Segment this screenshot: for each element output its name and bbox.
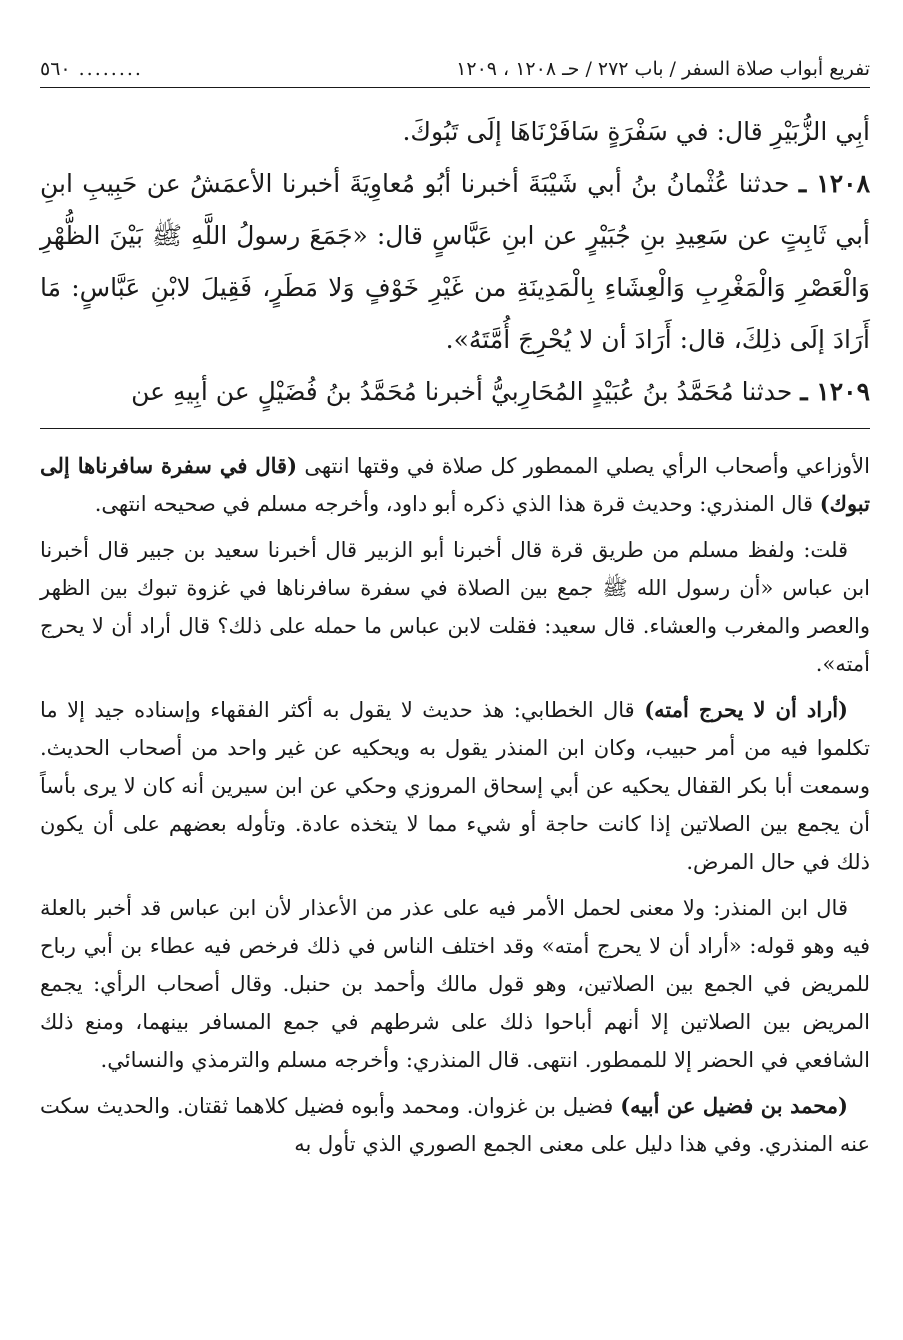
commentary-paragraph-1 [40,447,870,523]
commentary-text: فضيل بن غزوان. ومحمد وأبوه فضيل كلاهما ثقتان. والحديث سكت عنه المنذري. وفي هذا دليل على معنى الجمع الصوري الذي تأول به [40,1094,870,1156]
commentary-paragraph-2: قلت: ولفظ مسلم من طريق قرة قال أخبرنا أبو الزبير قال أخبرنا سعيد بن جبير قال أخبرنا ابن عباس «أن رسول الله ﷺ جمع بين الصلاة في سفرة سافرناها في غزوة تبوك بين الظهر والعصر والمغرب والعشاء. قال سعيد: فقلت لابن عباس ما حمله على ذلك؟ قال أراد أن لا يحرج أمته». [40,538,870,676]
commentary-paragraph-4: قال ابن المنذر: ولا معنى لحمل الأمر فيه على عذر من الأعذار لأن ابن عباس قد أخبر بالعلة فيه وهو قوله: «أراد أن لا يحرج أمته» وقد اختلف الناس في ذلك فرخص فيه عطاء بن أبي رباح للمريض في الجمع بين الصلاتين، وهو قول مالك وأحمد بن حنبل. وقال أصحاب الرأي: يجمع المريض بين الصلاتين إلا أنهم أباحوا ذلك على شرطهم في جمع المسافر بينهما، ومنع ذلك الشافعي في الحضر إلا للممطور. انتهى. قال المنذري: وأخرجه مسلم والترمذي والنسائي. [40,896,870,1072]
commentary-heading: (محمد بن فضيل عن أبيه) [620,1093,848,1118]
page-number: ٥٦٠ [40,58,71,80]
hadith-text-1208: حدثنا عُثْمانُ بنُ أبي شَيْبَةَ أخبرنا أبُو مُعاوِيَةَ أخبرنا الأعمَشُ عن حَبِيبِ ابنِ أبي ثَابِتٍ عن سَعِيدِ بنِ جُبَيْرٍ عن ابنِ عَبَّاسٍ قال: «جَمَعَ رسولُ اللَّهِ ﷺ بَيْنَ الظُّهْرِ وَالْعَصْرِ وَالْمَغْرِبِ وَالْعِشَاءِ بِالْمَدِينَةِ من غَيْرِ خَوْفٍ وَلا مَطَرٍ، فَقِيلَ لابْنِ عَبَّاسٍ: مَا أَرَادَ إلَى ذلِكَ، قال: أَرَادَ أن لا يُحْرِجَ أُمَّتَهُ». [40,169,870,354]
running-head-title: تفريع أبواب صلاة السفر / باب ٢٧٢ / حـ ١٢٠٨ ، ١٢٠٩ [456,58,870,80]
hadith-number-1209: ١٢٠٩ ـ [800,377,870,406]
commentary-paragraph-3 [40,691,870,881]
hadith-1208 [40,158,870,366]
commentary-divider [40,428,870,429]
commentary-text: الأوزاعي وأصحاب الرأي يصلي الممطور كل صلاة في وقتها انتهى [304,454,870,478]
running-head-dots: ........ [78,58,143,80]
commentary-heading: (قال في سفرة سافرناها إلى تبوك) [40,453,870,516]
commentary [40,447,870,1163]
commentary-paragraph-5 [40,1087,870,1163]
hadith-text-1209: حدثنا مُحَمَّدُ بنُ عُبَيْدٍ المُحَارِبيُّ أخبرنا مُحَمَّدُ بنُ فُضَيْلٍ عن أبِيهِ عن [131,377,793,406]
hadith-number-1208: ١٢٠٨ ـ [798,169,871,198]
running-head [40,55,870,88]
hadith-1209 [40,366,870,418]
hadith-1207-end: أبِي الزُّبَيْرِ قال: في سَفْرَةٍ سَافَرْنَاهَا إلَى تَبُوكَ. [402,117,870,146]
hadith-text [40,106,870,418]
commentary-heading: (أراد أن لا يحرج أمته) [644,697,848,722]
running-head-page [40,55,143,83]
book-page [40,55,870,1171]
commentary-text: قال الخطابي: هذ حديث لا يقول به أكثر الفقهاء وإسناده جيد إلا ما تكلموا فيه من أمر حبيب، وكان ابن المنذر يقول به ويحكيه عن غير واحد من أصحاب الحديث. وسمعت أبا بكر القفال يحكيه عن أبي إسحاق المروزي وحكي عن ابن سيرين أنه كان لا يرى بأساً أن يجمع بين الصلاتين إذا كانت حاجة أو شيء مما لا يتخذه عادة. وتأوله بعضهم على أن يكون ذلك في حال المرض. [40,698,870,874]
commentary-text: قال المنذري: وحديث قرة هذا الذي ذكره أبو داود، وأخرجه مسلم في صحيحه انتهى. [94,492,814,516]
